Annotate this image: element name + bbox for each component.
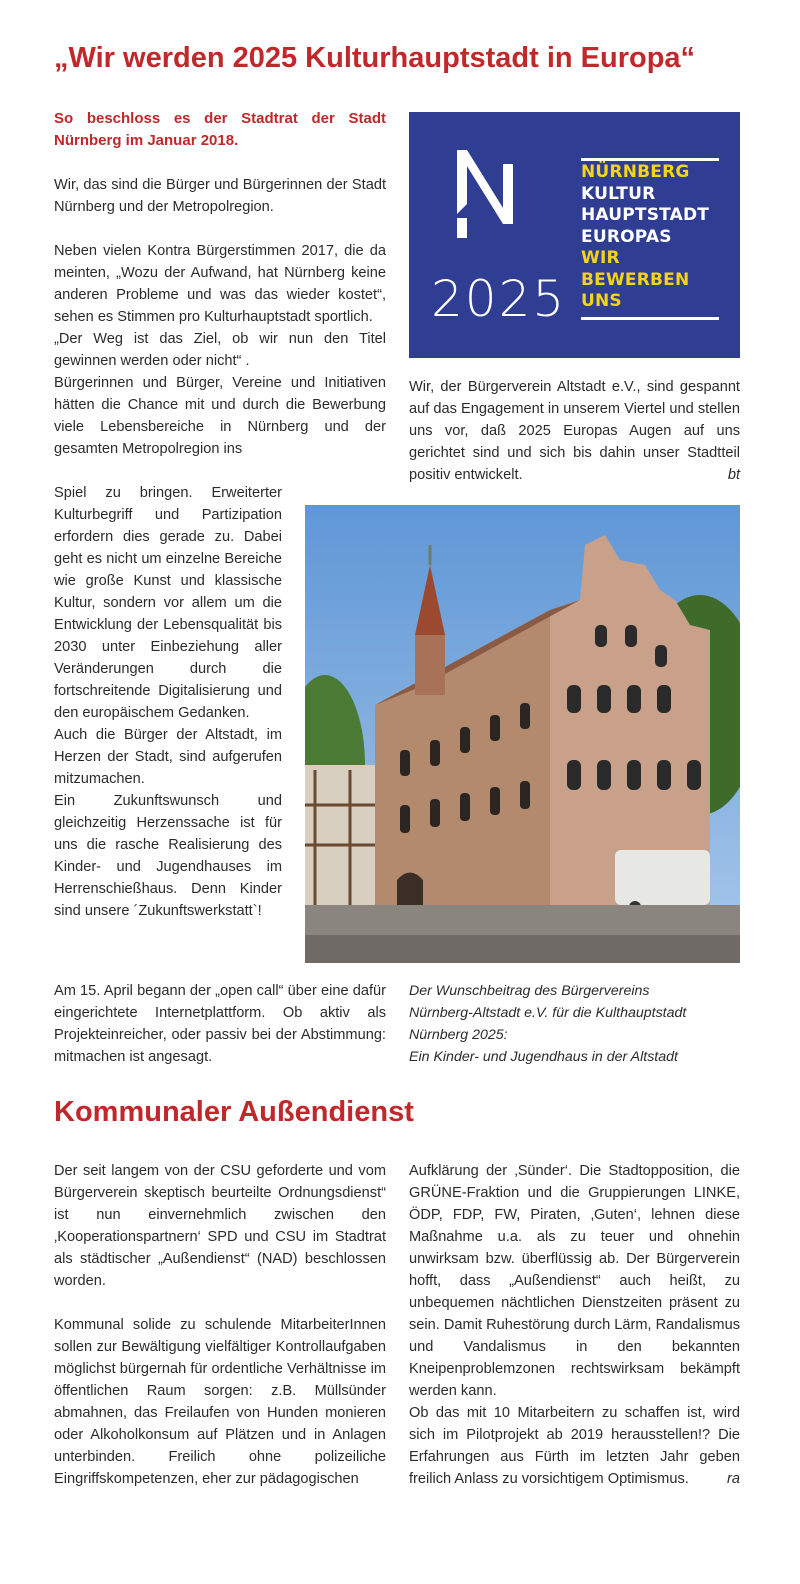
- paragraph: [409, 376, 740, 486]
- paragraph: Der seit langem von der CSU geforderte und vom Bürgerverein skeptisch beurteilte Ordnungsdienst“ ist nun einvernehmlich zwischen den ‚Kooperationspartnern‘ SPD und CSU im Stadtrat als städtischer „Außendienst“ (NAD) beschlossen worden.: [54, 1163, 386, 1289]
- paragraph: Am 15. April begann der „open call“ über eine dafür eingerichtete Internetplattform. Ob aktiv als Projekteinreicher, oder passiv bei der Abstimmung: mitmachen ist angesagt.: [54, 983, 386, 1065]
- paragraph: Neben vielen Kontra Bürgerstimmen 2017, die da meinten, „Wozu der Aufwand, hat Nürnberg keine anderen Probleme und was das wieder kostet“, sehen es Stimmen pro Kulturhauptstadt sportlich.: [54, 243, 386, 325]
- paragraph: Aufklärung der ‚Sünder‘. Die Stadtopposition, die GRÜNE-Fraktion und die Gruppierungen LINKE, ÖDP, FDP, FW, Piraten, ‚Guten‘, lehnen diese Maßnahme u.a. als zu teuer und ohnehin unwirksam bzw. überflüssig ab. Der Bürgerverein hofft, dass „Außendienst“ auch heißt, zu unbequemen nächtlichen Dienstzeiten präsent zu sein. Damit Ruhestörung durch Lärm, Randalismus und Vandalismus in den bekannten Kneipenproblemzonen rechtswirksam bekämpft werden kann.: [409, 1163, 740, 1399]
- caption-line: Nürnberg 2025:: [409, 1027, 508, 1043]
- logo-line: UNS: [581, 291, 622, 311]
- paragraph: „Der Weg ist das Ziel, ob wir nun den Titel gewinnen werden oder nicht“ .: [54, 331, 386, 369]
- logo-line: EUROPAS: [581, 226, 672, 247]
- caption-line: Ein Kinder- und Jugendhaus in der Altstadt: [409, 1049, 678, 1065]
- section-title-kulturhauptstadt: „Wir werden 2025 Kulturhauptstadt in Europa“: [54, 42, 696, 74]
- paragraph-text: Wir, der Bürgerverein Altstadt e.V., sind gespannt auf das Engagement in unserem Viertel und stellen uns vor, daß 2025 Europas Augen auf uns gerichtet sind und sich bis dahin unser Stadtteil positiv entwickelt.: [409, 379, 740, 483]
- article-column-left: [54, 174, 386, 460]
- logo-line: HAUPTSTADT: [581, 205, 710, 225]
- section-title-aussendienst: Kommunaler Außendienst: [54, 1096, 414, 1128]
- paragraph-text: Ob das mit 10 Mitarbeitern zu schaffen ist, wird sich im Pilotprojekt ab 2019 herausstellen!? Die Erfahrungen aus Fürth im letzten Jahr geben freilich Anlass zu vorsichtigem Optimismus.: [409, 1405, 740, 1487]
- n-monogram-icon: [429, 144, 549, 244]
- photo-caption: [409, 980, 749, 1068]
- article2-column-left: [54, 1160, 386, 1490]
- paragraph: Kommunal solide zu schulende MitarbeiterInnen sollen zur Bewältigung vielfältiger Kontrollaufgaben möglichst bürgernah für ordentliche Verhältnisse im öffentlichen Raum sorgen: z.B. Müllsünder abmahnen, das Freilaufen von Hunden monieren oder Alkoholkonsum auf Plätzen und in Anlagen unterbinden. Freilich ohne polizeiliche Eingriffskompetenzen, eher zur pädagogischen: [54, 1317, 386, 1487]
- logo-line: KULTUR: [581, 183, 656, 204]
- paragraph: Spiel zu bringen. Erweiterter Kulturbegriff und Partizipation erfordern dies gerade zu. Dabei geht es nicht um einzelne Bereiche wie große Kunst und klassische Kultur, sondern vor allem um die Entwicklung der Lebensqualität bis 2030 unter Einbeziehung aller Veränderungen durch die fortschreitende Digitalisierung und den europäischem Gedanken.: [54, 485, 282, 721]
- article-column-bottom: [54, 980, 386, 1068]
- paragraph: Ein Zukunftswunsch und gleichzeitig Herzenssache ist für uns die rasche Realisierung des Kinder- und Jugendhauses im Herrenschießhaus. Denn Kinder sind unsere ´Zukunftswerkstatt`!: [54, 793, 282, 919]
- paragraph: [409, 1402, 740, 1490]
- logo-year: 2025: [431, 270, 567, 328]
- lead-paragraph: So beschloss es der Stadtrat der Stadt Nürnberg im Januar 2018.: [54, 110, 386, 149]
- logo-divider-bottom: [581, 317, 719, 320]
- logo-line: NÜRNBERG: [581, 162, 690, 182]
- paragraph: Auch die Bürger der Altstadt, im Herzen der Stadt, sind aufgerufen mitzumachen.: [54, 727, 282, 787]
- author-initials: ra: [727, 1471, 740, 1487]
- paragraph: Wir, das sind die Bürger und Bürgerinnen der Stadt Nürnberg und der Metropolregion.: [54, 177, 386, 215]
- article-column-narrow: [54, 482, 282, 922]
- caption-line: Nürnberg-Altstadt e.V. für die Kulthauptstadt: [409, 1005, 687, 1021]
- logo-divider-top: [581, 158, 719, 161]
- author-initials: bt: [727, 467, 740, 483]
- logo-line: WIR: [581, 248, 620, 268]
- caption-line: Der Wunschbeitrag des Bürgervereins: [409, 983, 650, 999]
- logo-line: BEWERBEN: [581, 269, 690, 290]
- article2-column-right: [409, 1160, 740, 1490]
- article-column-right: [409, 376, 740, 486]
- logo-wordmark: [581, 162, 709, 313]
- herrenschiesshaus-photo: [305, 505, 740, 963]
- kulturhauptstadt-logo: [409, 112, 740, 358]
- paragraph: Bürgerinnen und Bürger, Vereine und Initiativen hätten die Chance mit und durch die Bewerbung viele Lebensbereiche in Nürnberg und der gesamten Metropolregion ins: [54, 375, 386, 457]
- building-photo-image: [305, 505, 740, 963]
